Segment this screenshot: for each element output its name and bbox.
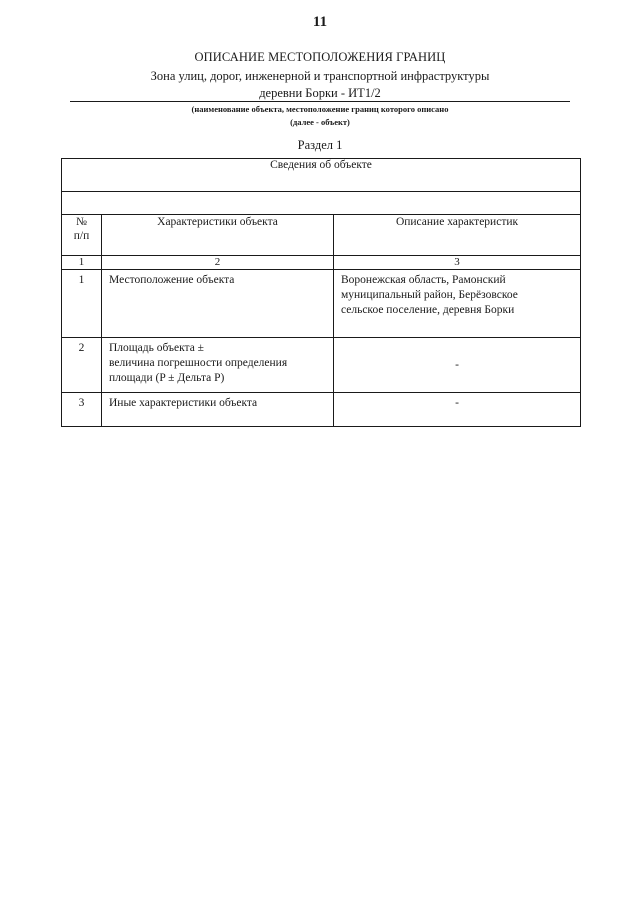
row-value: - [334,338,581,393]
row-label-line: площади (P ± Дельта P) [109,372,225,384]
row-number: 3 [62,393,102,427]
column-number-1: 1 [62,256,102,270]
row-label [102,338,334,393]
object-name-underline [70,101,570,102]
section-label: Раздел 1 [297,138,343,152]
header-num-line-1: № [76,216,87,228]
table-caption-row [62,159,581,192]
table-row [62,393,581,427]
row-value: - [334,393,581,427]
table-header-row [62,215,581,256]
header-num-line-2: п/п [73,230,90,242]
page-number: 11 [312,14,328,30]
row-label: Иные характеристики объекта [102,393,334,427]
row-number: 1 [62,270,102,338]
row-value [334,270,581,338]
document-title: ОПИСАНИЕ МЕСТОПОЛОЖЕНИЯ ГРАНИЦ [194,50,446,64]
row-label-line: величина погрешности определения [109,357,288,369]
object-name-caption [70,103,570,129]
table-caption: Сведения об объекте [62,159,581,192]
row-label: Местоположение объекта [102,270,334,338]
table-blank-row [62,192,581,215]
row-value-line: Воронежская область, Рамонский [341,274,506,286]
caption-line-2: (далее - объект) [290,117,350,127]
row-label-line: Площадь объекта ± [109,342,204,354]
object-name [70,68,570,102]
header-characteristics: Характеристики объекта [102,215,334,256]
object-info-table [61,158,581,427]
row-value-line: муниципальный район, Берёзовское [341,289,518,301]
row-value-line: сельское поселение, деревня Борки [341,304,515,316]
object-name-line-1: Зона улиц, дорог, инженерной и транспортной инфраструктуры [150,69,490,83]
table-row [62,338,581,393]
object-name-line-2: деревни Борки - ИТ1/2 [259,86,381,100]
header-description: Описание характеристик [334,215,581,256]
header-num [62,215,102,256]
column-number-2: 2 [102,256,334,270]
row-number: 2 [62,338,102,393]
table-blank-cell [62,192,581,215]
column-number-row [62,256,581,270]
column-number-3: 3 [334,256,581,270]
table-row [62,270,581,338]
caption-line-1: (наименование объекта, местоположение границ которого описано [191,104,449,114]
